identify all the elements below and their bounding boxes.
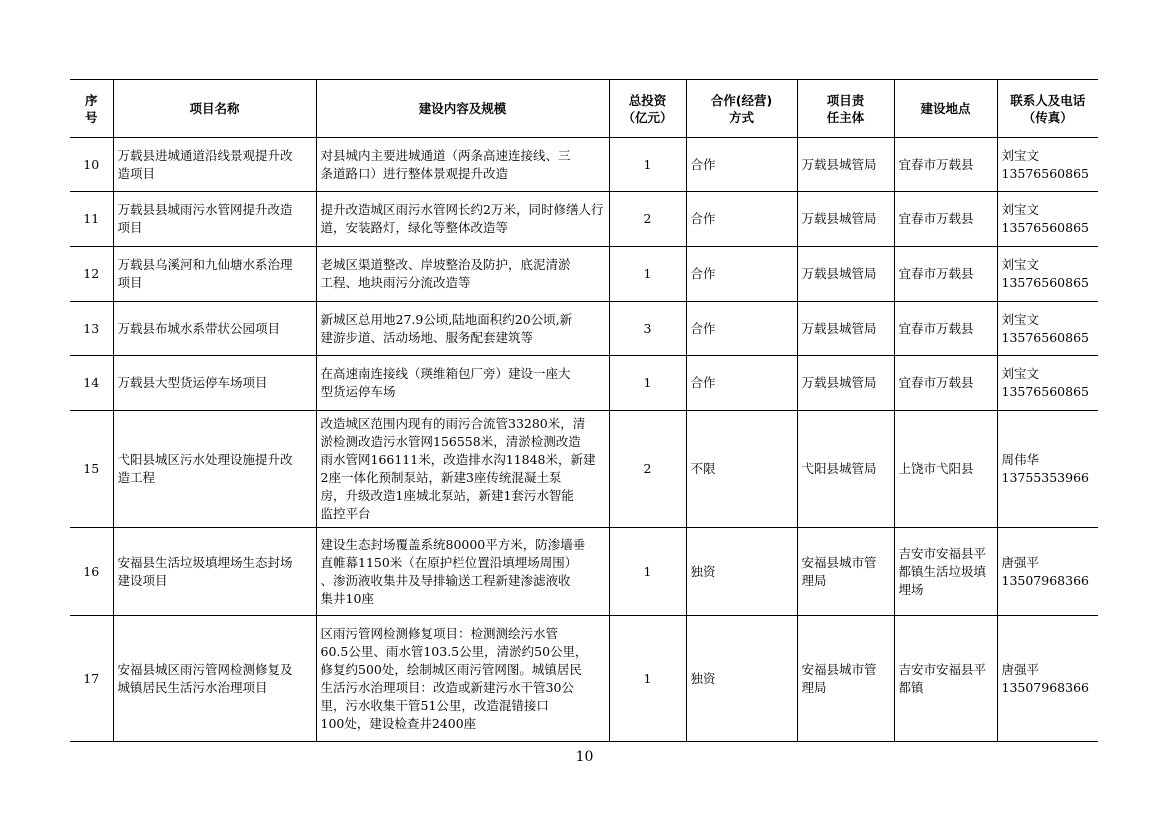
cell-total-investment — [609, 411, 686, 528]
text-line: 工程、地块雨污分流改造等 — [320, 275, 471, 290]
cell-responsible-entity — [797, 192, 894, 247]
cell-project-name — [113, 138, 316, 192]
cell-responsible-entity — [797, 356, 894, 411]
cell-contact — [997, 528, 1098, 616]
text-line: 周伟华 — [1001, 452, 1040, 467]
cell-total-investment — [609, 247, 686, 302]
text-line: 雨水管网166111米，改造排水沟11848米，新建 — [320, 452, 596, 467]
text-line: 理局 — [801, 679, 827, 695]
text-line: 宜春市万载县 — [898, 375, 974, 390]
cell-contact — [997, 192, 1098, 247]
cell-cooperation-mode — [686, 192, 797, 247]
text-line: 2 — [643, 461, 652, 476]
text-line: 13755353966 — [1001, 470, 1089, 485]
text-line: 联系人及电话 — [1010, 92, 1086, 108]
cell-cooperation-mode — [686, 247, 797, 302]
text-line: 2座一体化预制泵站，新建3座传统混凝土泵 — [320, 470, 562, 485]
table-row — [70, 192, 1098, 247]
text-line: 任主体 — [826, 109, 865, 125]
text-line: 安福县城市管 — [801, 661, 877, 677]
text-line: 13507968366 — [1001, 572, 1089, 588]
cell-contact — [997, 247, 1098, 302]
cell-project-name — [113, 356, 316, 411]
text-line: 集井10座 — [320, 590, 374, 606]
text-line: 刘宝文 — [1001, 202, 1040, 217]
text-line: 万载县城管局 — [801, 320, 877, 336]
text-line: 安福县生活垃圾填埋场生态封场 — [117, 554, 293, 570]
text-line: 造工程 — [117, 470, 156, 485]
cell-content-scale — [316, 302, 609, 356]
text-line: 13507968366 — [1001, 679, 1089, 695]
text-line: 11 — [83, 211, 100, 226]
table-row — [70, 138, 1098, 192]
text-line: 3 — [643, 320, 652, 336]
text-line: 宜春市万载县 — [898, 266, 974, 281]
text-line: 15 — [83, 461, 100, 476]
table-row — [70, 411, 1098, 528]
cell-contact — [997, 302, 1098, 356]
text-line: 吉安市安福县平 — [898, 545, 987, 561]
table-header — [70, 80, 1098, 138]
cell-content-scale — [316, 411, 609, 528]
cell-seq — [70, 192, 113, 247]
text-line: 万载县城管局 — [801, 156, 877, 172]
text-line: 万载县乌溪河和九仙塘水系治理 — [117, 257, 293, 272]
cell-project-name — [113, 411, 316, 528]
text-line: 刘宝文 — [1001, 311, 1040, 327]
text-line: 1 — [643, 563, 652, 579]
cell-seq — [70, 528, 113, 616]
text-line: 独资 — [690, 670, 716, 686]
text-line: 合作(经营) — [710, 92, 773, 108]
table-row — [70, 616, 1098, 742]
text-line: 万载县进城通道沿线景观提升改 — [117, 147, 293, 163]
text-line: 修复约500处，绘制城区雨污管网图。城镇居民 — [320, 661, 582, 677]
cell-cooperation-mode — [686, 356, 797, 411]
text-line: 2 — [643, 211, 652, 226]
text-line: 合作 — [690, 320, 716, 336]
text-line: 合作 — [690, 156, 716, 172]
text-line: 1 — [643, 266, 652, 281]
cell-project-name — [113, 247, 316, 302]
cell-total-investment — [609, 138, 686, 192]
header-location — [894, 80, 997, 138]
cell-contact — [997, 356, 1098, 411]
text-line: 安福县城区雨污管网检测修复及 — [117, 661, 293, 677]
table-row — [70, 247, 1098, 302]
text-line: 不限 — [690, 461, 716, 476]
text-line: 合作 — [690, 375, 716, 390]
text-line: 新城区总用地27.9公顷,陆地面积约20公顷,新 — [320, 311, 573, 327]
cell-contact — [997, 616, 1098, 742]
cell-total-investment — [609, 528, 686, 616]
cell-content-scale — [316, 528, 609, 616]
text-line: 16 — [83, 563, 100, 579]
cell-seq — [70, 138, 113, 192]
text-line: 吉安市安福县平 — [898, 661, 987, 677]
text-line: （亿元） — [622, 109, 673, 125]
text-line: 唐强平 — [1001, 554, 1040, 570]
text-line: 上饶市弋阳县 — [898, 461, 974, 476]
text-line: 生活污水治理项目：改造或新建污水干管30公 — [320, 679, 574, 695]
text-line: 万载县布城水系带状公园项目 — [117, 320, 281, 336]
text-line: 刘宝文 — [1001, 366, 1040, 381]
text-line: 100处，建设检查井2400座 — [320, 715, 477, 731]
text-line: 条道路口）进行整体景观提升改造 — [320, 165, 509, 181]
page-number: 10 — [575, 749, 594, 765]
cell-project-name — [113, 616, 316, 742]
cell-content-scale — [316, 356, 609, 411]
table-row — [70, 356, 1098, 411]
text-line: 对县城内主要进城通道（两条高速连接线、三 — [320, 147, 571, 163]
cell-content-scale — [316, 192, 609, 247]
cell-location — [894, 411, 997, 528]
text-line: 万载县大型货运停车场项目 — [117, 375, 268, 390]
cell-responsible-entity — [797, 411, 894, 528]
text-line: 项目 — [117, 220, 143, 235]
table-body — [70, 138, 1098, 742]
text-line: 13576560865 — [1001, 165, 1089, 181]
cell-cooperation-mode — [686, 411, 797, 528]
text-line: 改造城区范围内现有的雨污合流管33280米，清 — [320, 416, 586, 431]
cell-responsible-entity — [797, 302, 894, 356]
cell-cooperation-mode — [686, 138, 797, 192]
cell-location — [894, 528, 997, 616]
header-total-investment — [609, 80, 686, 138]
cell-seq — [70, 247, 113, 302]
text-line: 序 — [84, 92, 98, 108]
cell-location — [894, 616, 997, 742]
cell-project-name — [113, 302, 316, 356]
cell-responsible-entity — [797, 138, 894, 192]
header-responsible-entity — [797, 80, 894, 138]
text-line: 合作 — [690, 266, 716, 281]
header-seq — [70, 80, 113, 138]
cell-responsible-entity — [797, 528, 894, 616]
cell-project-name — [113, 192, 316, 247]
text-line: （传真） — [1022, 109, 1073, 125]
text-line: 项目责 — [826, 92, 865, 108]
header-row — [70, 80, 1098, 138]
cell-seq — [70, 356, 113, 411]
text-line: 60.5公里、雨水管103.5公里，清淤约50公里， — [320, 643, 588, 659]
text-line: 1 — [643, 156, 652, 172]
text-line: 宜春市万载县 — [898, 156, 974, 172]
text-line: 弋阳县城区污水处理设施提升改 — [117, 452, 293, 467]
text-line: 房，升级改造1座城北泵站，新建1套污水智能 — [320, 488, 574, 503]
text-line: 万载县城管局 — [801, 211, 877, 226]
text-line: 淤检测改造污水管网156558米，清淤检测改造 — [320, 434, 581, 449]
text-line: 城镇居民生活污水治理项目 — [117, 679, 268, 695]
text-line: 1 — [643, 670, 652, 686]
text-line: 里，污水收集干管51公里，改造混错接口 — [320, 697, 549, 713]
cell-cooperation-mode — [686, 302, 797, 356]
cell-content-scale — [316, 138, 609, 192]
cell-contact — [997, 411, 1098, 528]
text-line: 13576560865 — [1001, 275, 1089, 290]
cell-location — [894, 138, 997, 192]
text-line: 万载县城管局 — [801, 375, 877, 390]
text-line: 埋场 — [898, 581, 924, 597]
text-line: 建设项目 — [117, 572, 168, 588]
cell-location — [894, 302, 997, 356]
cell-content-scale — [316, 247, 609, 302]
text-line: 建设地点 — [920, 101, 971, 116]
text-line: 方式 — [728, 109, 754, 125]
header-project-name — [113, 80, 316, 138]
text-line: 都镇生活垃圾填 — [898, 563, 987, 579]
text-line: 宜春市万载县 — [898, 320, 974, 336]
text-line: 型货运停车场 — [320, 384, 396, 399]
cell-location — [894, 192, 997, 247]
header-contact — [997, 80, 1098, 138]
cell-location — [894, 247, 997, 302]
text-line: 造项目 — [117, 165, 156, 181]
text-line: 项目 — [117, 275, 143, 290]
text-line: 区雨污管网检测修复项目：检测测绘污水管 — [320, 625, 559, 641]
text-line: 万载县城管局 — [801, 266, 877, 281]
text-line: 12 — [83, 266, 100, 281]
header-content-scale — [316, 80, 609, 138]
cell-total-investment — [609, 302, 686, 356]
text-line: 建设内容及规模 — [418, 101, 507, 116]
text-line: 13576560865 — [1001, 384, 1089, 399]
text-line: 安福县城市管 — [801, 554, 877, 570]
text-line: 总投资 — [628, 92, 667, 108]
table-row — [70, 528, 1098, 616]
cell-project-name — [113, 528, 316, 616]
text-line: 提升改造城区雨污水管网长约2万米，同时修缮人行 — [320, 202, 604, 217]
text-line: 号 — [84, 109, 98, 125]
text-line: 合作 — [690, 211, 716, 226]
table-row — [70, 302, 1098, 356]
header-cooperation-mode — [686, 80, 797, 138]
text-line: 1 — [643, 375, 652, 390]
text-line: 老城区渠道整改、岸坡整治及防护，底泥清淤 — [320, 257, 571, 272]
cell-contact — [997, 138, 1098, 192]
text-line: 在高速南连接线（瑛维箱包厂旁）建设一座大 — [320, 366, 571, 381]
text-line: 13576560865 — [1001, 220, 1089, 235]
cell-responsible-entity — [797, 616, 894, 742]
text-line: 唐强平 — [1001, 661, 1040, 677]
cell-content-scale — [316, 616, 609, 742]
text-line: 道，安装路灯，绿化等整体改造等 — [320, 220, 509, 235]
cell-total-investment — [609, 356, 686, 411]
text-line: 监控平台 — [320, 506, 371, 521]
text-line: 弋阳县城管局 — [801, 461, 877, 476]
cell-responsible-entity — [797, 247, 894, 302]
text-line: 直帷幕1150米（在原护栏位置沿填埋场周围） — [320, 554, 578, 570]
text-line: 、渗沥液收集井及导排输送工程新建渗滤液收 — [320, 572, 571, 588]
text-line: 都镇 — [898, 679, 924, 695]
text-line: 项目名称 — [189, 101, 240, 116]
text-line: 建设生态封场覆盖系统80000平方米，防渗墙垂 — [320, 536, 586, 552]
cell-total-investment — [609, 616, 686, 742]
text-line: 17 — [83, 670, 100, 686]
cell-seq — [70, 411, 113, 528]
text-line: 刘宝文 — [1001, 147, 1040, 163]
text-line: 万载县县城雨污水管网提升改造 — [117, 202, 293, 217]
cell-total-investment — [609, 192, 686, 247]
cell-cooperation-mode — [686, 528, 797, 616]
cell-location — [894, 356, 997, 411]
text-line: 独资 — [690, 563, 716, 579]
text-line: 10 — [83, 156, 100, 172]
text-line: 14 — [83, 375, 100, 390]
text-line: 理局 — [801, 572, 827, 588]
text-line: 13576560865 — [1001, 329, 1089, 345]
project-table — [70, 79, 1098, 742]
text-line: 13 — [83, 320, 100, 336]
cell-seq — [70, 616, 113, 742]
cell-cooperation-mode — [686, 616, 797, 742]
cell-seq — [70, 302, 113, 356]
text-line: 宜春市万载县 — [898, 211, 974, 226]
text-line: 刘宝文 — [1001, 257, 1040, 272]
text-line: 建游步道、活动场地、服务配套建筑等 — [320, 329, 534, 345]
